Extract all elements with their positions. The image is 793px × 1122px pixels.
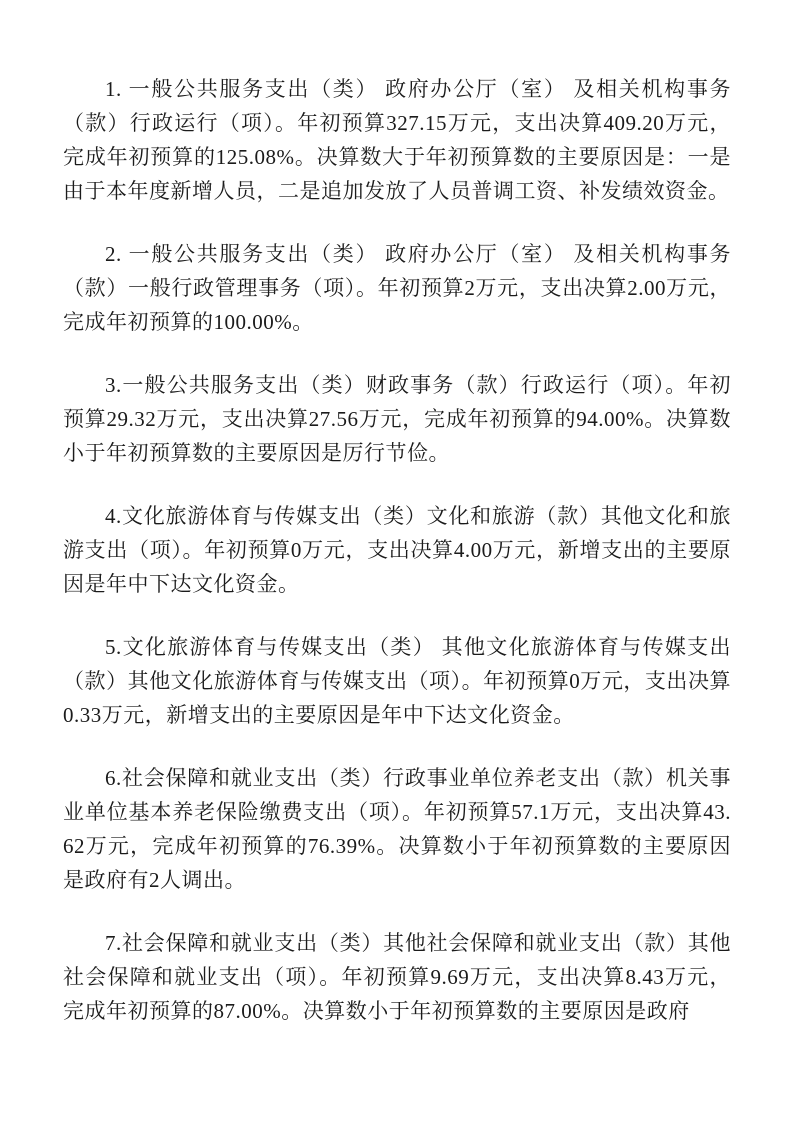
budget-paragraph-3: 3.一般公共服务支出（类）财政事务（款）行政运行（项）。年初预算29.32万元，支出决算27.56万元，完成年初预算的94.00%。决算数小于年初预算数的主要原因是厉行节俭。 (63, 373, 731, 465)
budget-paragraph-7: 7.社会保障和就业支出（类）其他社会保障和就业支出（款）其他社会保障和就业支出（项）。年初预算9.69万元，支出决算8.43万元，完成年初预算的87.00%。决算数小于年初预算数的主要原因是政府 (63, 931, 731, 1023)
budget-paragraph-4: 4.文化旅游体育与传媒支出（类）文化和旅游（款）其他文化和旅游支出（项）。年初预算0万元，支出决算4.00万元，新增支出的主要原因是年中下达文化资金。 (63, 504, 731, 596)
budget-paragraph-5: 5.文化旅游体育与传媒支出（类） 其他文化旅游体育与传媒支出（款）其他文化旅游体育与传媒支出（项）。年初预算0万元，支出决算0.33万元，新增支出的主要原因是年中下达文化资金。 (63, 635, 731, 727)
budget-paragraph-6: 6.社会保障和就业支出（类）行政事业单位养老支出（款）机关事业单位基本养老保险缴费支出（项）。年初预算57.1万元，支出决算43.62万元，完成年初预算的76.39%。决算数小于年初预算数的主要原因是政府有2人调出。 (63, 766, 731, 892)
budget-paragraph-2: 2. 一般公共服务支出（类） 政府办公厅（室） 及相关机构事务（款）一般行政管理事务（项）。年初预算2万元，支出决算2.00万元，完成年初预算的100.00%。 (63, 242, 731, 334)
budget-paragraph-1: 1. 一般公共服务支出（类） 政府办公厅（室） 及相关机构事务（款）行政运行（项）。年初预算327.15万元，支出决算409.20万元，完成年初预算的125.08%。决算数大于年初预算数的主要原因是：一是由于本年度新增人员，二是追加发放了人员普调工资、补发绩效资金。 (63, 77, 731, 203)
